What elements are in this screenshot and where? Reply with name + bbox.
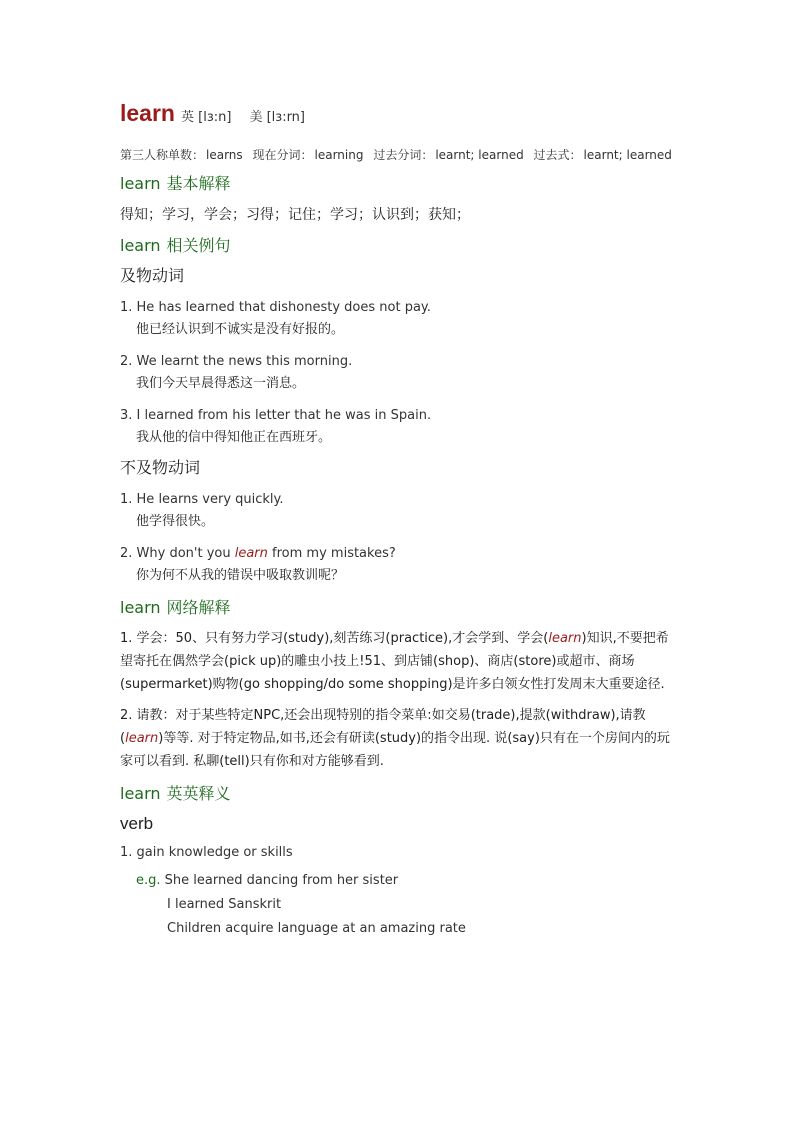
form-value: learnt; learned	[435, 148, 524, 162]
form-value: learnt; learned	[583, 148, 672, 162]
usage-text: She learned dancing from her sister	[164, 873, 399, 888]
example-zh: 我从他的信中得知他正在西班牙。	[136, 430, 332, 445]
example-item	[120, 351, 680, 395]
web-definition-2	[120, 704, 680, 773]
pos-heading-transitive: 及物动词	[120, 266, 185, 285]
example-zh: 你为何不从我的错误中吸取教训呢？	[136, 568, 345, 583]
form-label: 过去式：	[533, 148, 582, 162]
uk-label: 英	[180, 110, 194, 125]
example-item	[120, 489, 680, 533]
uk-ipa: [lɜ:n]	[198, 110, 232, 125]
section-title-text: 英英释义	[166, 784, 231, 803]
form-label: 现在分词：	[252, 148, 313, 162]
example-item	[120, 297, 680, 341]
section-title-web	[120, 597, 680, 619]
example-en: 2. We learnt the news this morning.	[120, 354, 353, 369]
example-zh: 他已经认识到不诚实是没有好报的。	[136, 322, 345, 337]
section-title-text: 相关例句	[166, 236, 231, 255]
form-label: 过去分词：	[373, 148, 434, 162]
example-en: 3. I learned from his letter that he was in Spain.	[120, 408, 432, 423]
web-text: )等等. 对于特定物品,如书,还会有研读(study)的指令出现. 说(say)只有在一个房间内的玩家可以看到. 私聊(tell)只有你和对方能够看到.	[120, 731, 670, 769]
section-title-word: learn	[120, 236, 161, 255]
form-value: learns	[206, 148, 243, 162]
web-text: 2. 请教：对于某些特定NPC,还会出现特别的指令菜单:如交易(trade),提款(withdraw),请教(	[120, 708, 646, 746]
us-ipa: [lɜ:rn]	[266, 110, 305, 125]
form-value: learning	[314, 148, 364, 162]
example-text: 2. Why don't you	[120, 546, 235, 561]
usage-examples	[120, 869, 680, 941]
example-text: from my mistakes?	[267, 546, 396, 561]
example-zh: 我们今天早晨得悉这一消息。	[136, 376, 306, 391]
basic-definition: 得知；学习，学会；习得；记住；学习；认识到；获知；	[120, 207, 470, 223]
english-definition: 1. gain knowledge or skills	[120, 845, 293, 860]
section-title-english	[120, 783, 680, 805]
example-en: 1. He learns very quickly.	[120, 492, 284, 507]
section-title-examples	[120, 235, 680, 257]
highlighted-keyword: learn	[548, 631, 582, 646]
eg-label: e.g.	[136, 873, 161, 888]
us-pronunciation	[249, 106, 305, 125]
web-text: )知识,不要把希望寄托在偶然学会(pick up)的雕虫小技上!51、到店铺(shop)、商店(store)或超市、商场(supermarket)购物(go shopping/do some shopping)是许多白领女性打发周末大重要途径.	[120, 631, 669, 692]
form-label: 第三人称单数：	[120, 148, 205, 162]
headword: learn	[120, 100, 175, 126]
highlighted-keyword: learn	[125, 731, 159, 746]
highlighted-keyword: learn	[234, 546, 268, 561]
example-zh: 他学得很快。	[136, 514, 215, 529]
headword-line	[120, 100, 680, 136]
pos-heading-verb: verb	[120, 814, 154, 833]
example-en	[120, 543, 680, 565]
pos-heading-intransitive: 不及物动词	[120, 458, 201, 477]
example-item	[120, 543, 680, 587]
example-item	[120, 405, 680, 449]
dictionary-entry	[120, 100, 680, 941]
section-title-text: 基本解释	[166, 174, 231, 193]
section-title-word: learn	[120, 784, 161, 803]
usage-example	[136, 869, 680, 893]
section-title-word: learn	[120, 598, 161, 617]
example-en: 1. He has learned that dishonesty does not pay.	[120, 300, 431, 315]
usage-example: Children acquire language at an amazing rate	[167, 921, 466, 936]
section-title-text: 网络解释	[166, 598, 231, 617]
section-title-word: learn	[120, 174, 161, 193]
us-label: 美	[249, 110, 263, 125]
web-text: 1. 学会：50、只有努力学习(study),刻苦练习(practice),才会学到、学会(	[120, 631, 549, 646]
word-forms	[120, 146, 680, 163]
web-definition-1	[120, 627, 680, 696]
usage-example: I learned Sanskrit	[167, 897, 282, 912]
section-title-basic	[120, 173, 680, 195]
uk-pronunciation	[181, 106, 231, 125]
